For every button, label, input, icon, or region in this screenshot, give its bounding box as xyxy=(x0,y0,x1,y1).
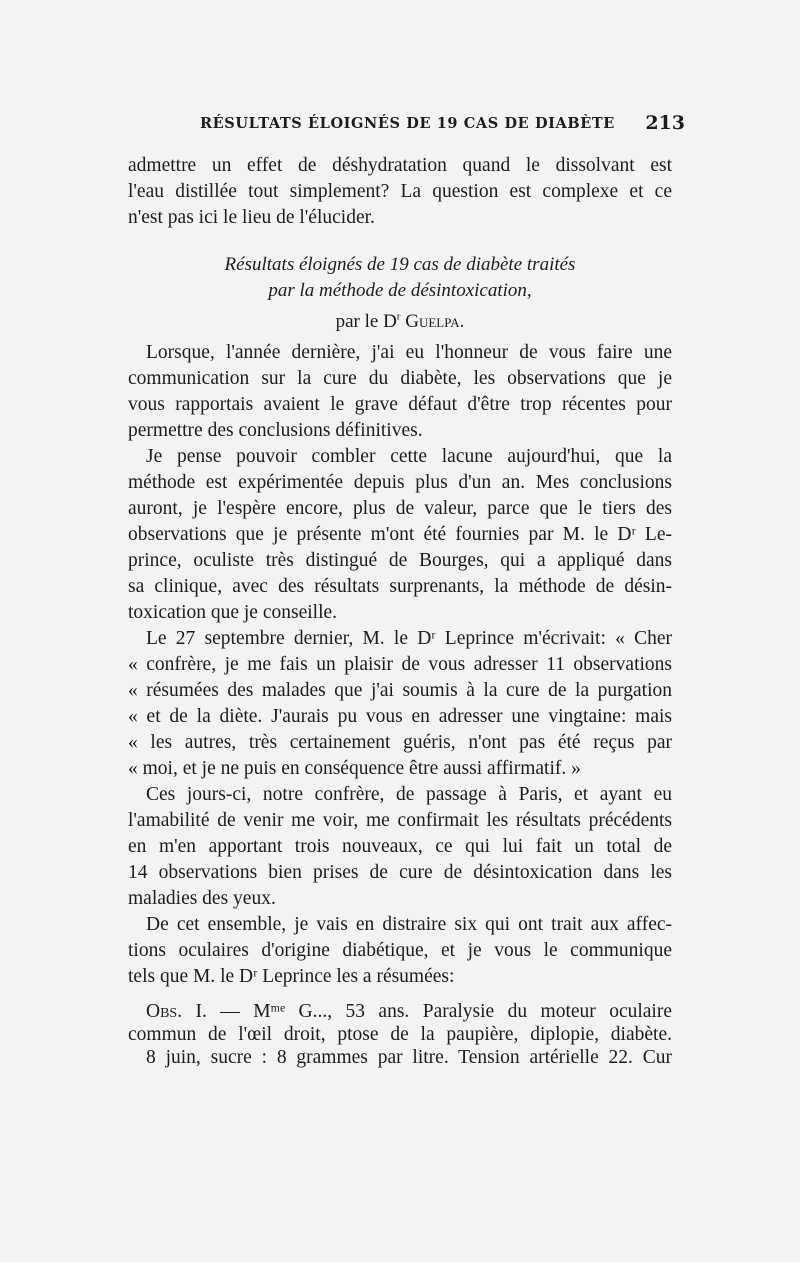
paragraph-line: communication sur la cure du diabète, les observations que je xyxy=(128,368,672,389)
paragraph-line: l'amabilité de venir me voir, me confirmait les résultats précédents xyxy=(128,810,672,831)
observation-line: 8 juin, sucre : 8 grammes par litre. Tension artérielle 22. Cur xyxy=(146,1047,672,1068)
paragraph-line: « les autres, très certainement guéris, n'ont pas été reçus par xyxy=(128,732,672,753)
paragraph-line: « résumées des malades que j'ai soumis à la cure de la purgation xyxy=(128,680,672,701)
paragraph-line: permettre des conclusions définitives. xyxy=(128,420,423,441)
intro-line: l'eau distillée tout simplement? La question est complexe et ce xyxy=(128,181,672,202)
paragraph-line: « moi, et je ne puis en conséquence être aussi affirmatif. » xyxy=(128,758,581,779)
section-title-line1: Résultats éloignés de 19 cas de diabète traités xyxy=(224,254,576,275)
paragraph-line: Ces jours-ci, notre confrère, de passage à Paris, et ayant eu xyxy=(146,784,672,805)
paragraph-line: « et de la diète. J'aurais pu vous en adresser une vingtaine: mais xyxy=(128,706,672,727)
observation-text: — Mᵐᵉ G..., 53 ans. Paralysie du moteur oculaire xyxy=(206,1001,672,1022)
paragraph-line: « confrère, je me fais un plaisir de vous adresser 11 observations xyxy=(128,654,672,675)
running-head xyxy=(200,112,685,137)
byline-sup: r xyxy=(396,310,401,323)
paragraph-line: méthode est expérimentée depuis plus d'un an. Mes conclusions xyxy=(128,472,672,493)
paragraph-line: prince, oculiste très distingué de Bourges, qui a appliqué dans xyxy=(128,550,672,571)
paragraph-line: en m'en apportant trois nouveaux, ce qui lui fait un total de xyxy=(128,836,672,857)
paragraph-line: sa clinique, avec des résultats surprenants, la méthode de désin- xyxy=(128,576,672,597)
section-title-line2: par la méthode de désintoxication, xyxy=(268,280,532,301)
paragraph-line: tions oculaires d'origine diabétique, et je vous le communique xyxy=(128,940,672,961)
author-name: Guelpa. xyxy=(405,311,465,332)
paragraph-line: Lorsque, l'année dernière, j'ai eu l'honneur de vous faire une xyxy=(146,342,672,363)
intro-line: admettre un effet de déshydratation quand le dissolvant est xyxy=(128,155,672,176)
paragraph-line: toxication que je conseille. xyxy=(128,602,338,623)
paragraph-line: Le 27 septembre dernier, M. le Dʳ Leprince m'écrivait: « Cher xyxy=(146,628,672,649)
intro-line: n'est pas ici le lieu de l'élucider. xyxy=(128,207,375,228)
section-byline xyxy=(128,309,672,335)
observation-line: commun de l'œil droit, ptose de la paupière, diplopie, diabète. xyxy=(128,1024,672,1045)
paragraph-line: De cet ensemble, je vais en distraire six qui ont trait aux affec- xyxy=(146,914,672,935)
observation-label: Obs. I. xyxy=(146,1001,207,1022)
paragraph-line: observations que je présente m'ont été fournies par M. le Dʳ Le- xyxy=(128,524,672,545)
byline-prefix: par le D xyxy=(335,311,397,332)
running-head-title: RÉSULTATS ÉLOIGNÉS DE 19 CAS DE DIABÈTE xyxy=(200,115,615,132)
paragraph-line: maladies des yeux. xyxy=(128,888,276,909)
page-number: 213 xyxy=(645,112,685,134)
paragraph-line: tels que M. le Dʳ Leprince les a résumées: xyxy=(128,966,455,987)
paragraph-line: 14 observations bien prises de cure de désintoxication dans les xyxy=(128,862,672,883)
paragraph-line: auront, je l'espère encore, plus de valeur, parce que le tiers des xyxy=(128,498,672,519)
paragraph-line: vous rapportais avaient le grave défaut d'être trop récentes pour xyxy=(128,394,672,415)
paragraph-line: Je pense pouvoir combler cette lacune aujourd'hui, que la xyxy=(146,446,672,467)
